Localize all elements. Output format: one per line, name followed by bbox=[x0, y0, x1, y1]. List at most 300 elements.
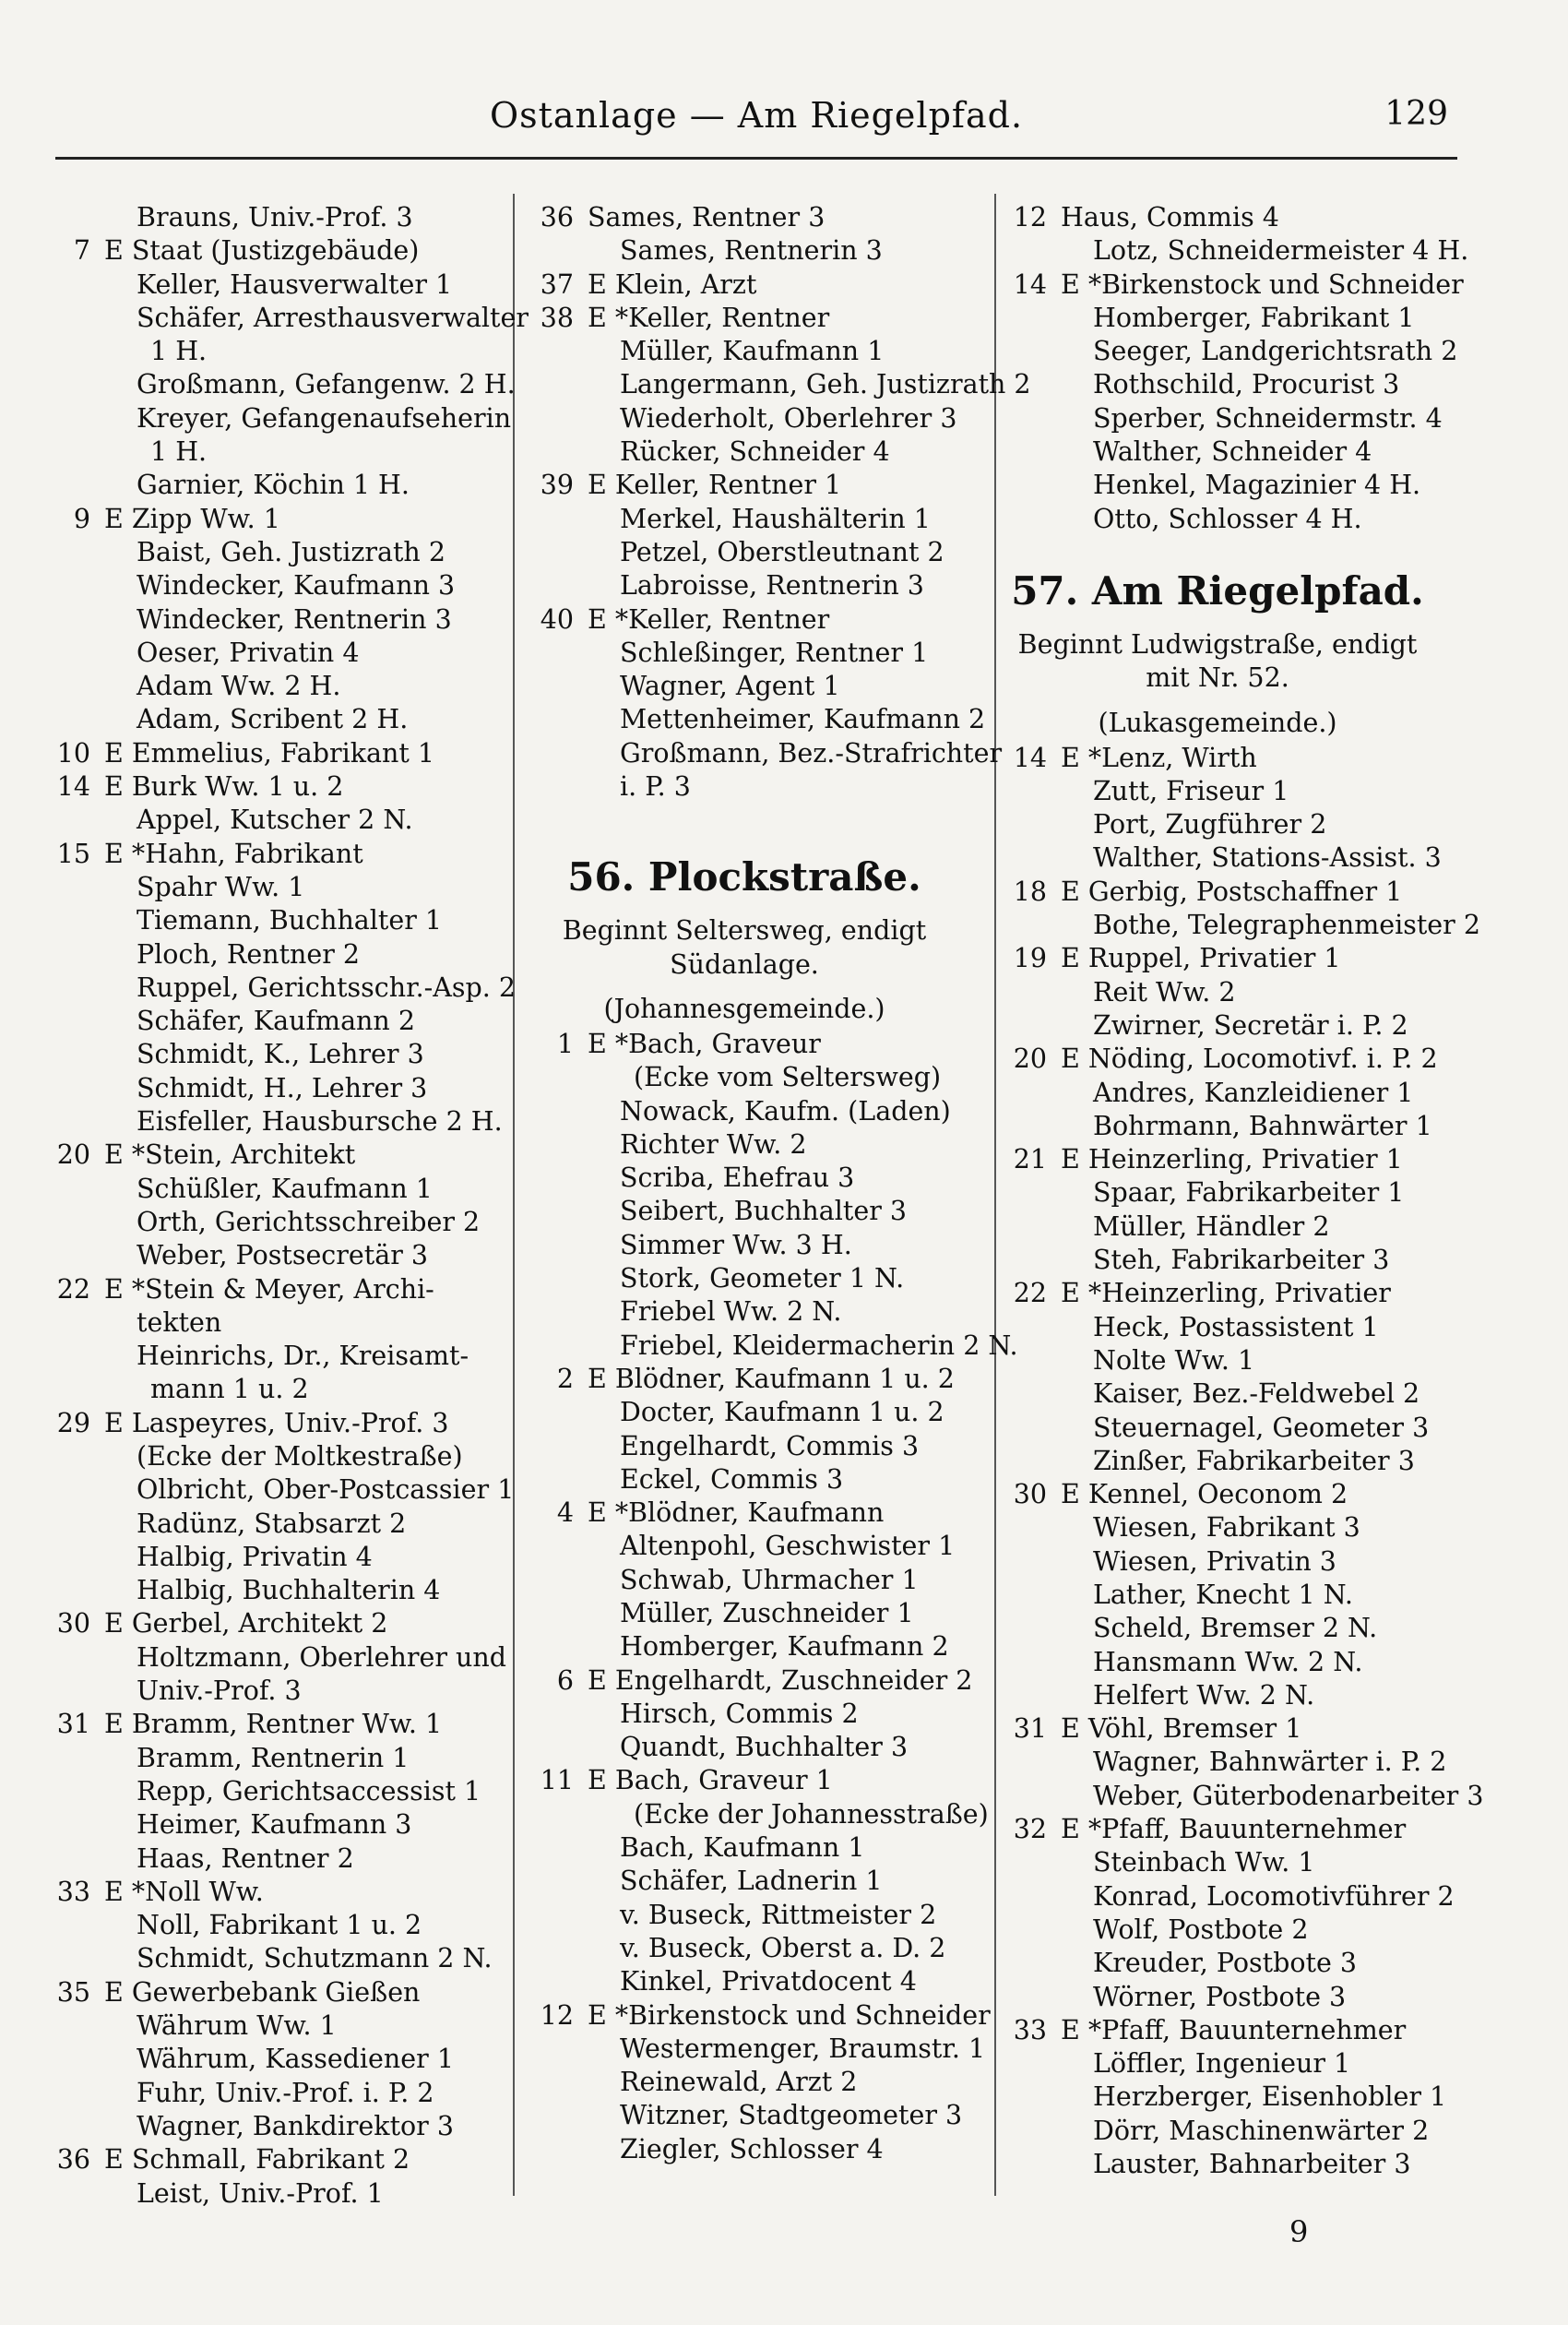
directory-entry bbox=[528, 670, 961, 703]
resident-text: E *Stein & Meyer, Archi- bbox=[104, 1273, 434, 1305]
directory-entry bbox=[528, 1899, 961, 1932]
directory-entry bbox=[44, 1942, 493, 1975]
resident-text: E Heinzerling, Privatier 1 bbox=[1061, 1144, 1403, 1175]
directory-entry bbox=[528, 368, 1031, 401]
resident-text: Seibert, Buchhalter 3 bbox=[620, 1196, 908, 1227]
resident-text: Scheld, Bremser 2 N. bbox=[1093, 1613, 1378, 1644]
directory-entry bbox=[44, 2043, 478, 2076]
resident-text: E *Lenz, Wirth bbox=[1061, 742, 1257, 773]
resident-text: E Schmall, Fabrikant 2 bbox=[104, 2144, 410, 2176]
directory-entry bbox=[44, 1842, 478, 1876]
directory-entry bbox=[1001, 1646, 1434, 1679]
house-number: 39 bbox=[540, 470, 574, 501]
directory-entry bbox=[528, 234, 961, 268]
parish-label: (Lukasgemeinde.) bbox=[1098, 707, 1337, 738]
resident-text: E Gerbig, Postschaffner 1 bbox=[1061, 876, 1403, 907]
resident-text: Windecker, Rentnerin 3 bbox=[137, 603, 452, 635]
directory-entry bbox=[44, 234, 478, 268]
directory-entry bbox=[44, 1239, 478, 1272]
resident-text: Halbig, Privatin 4 bbox=[137, 1541, 373, 1572]
resident-text: Währum, Kassediener 1 bbox=[137, 2044, 454, 2075]
resident-text: Orth, Gerichtsschreiber 2 bbox=[137, 1206, 481, 1237]
directory-entry bbox=[44, 1173, 478, 1206]
directory-entry bbox=[528, 1396, 961, 1429]
resident-text: E *Hahn, Fabrikant bbox=[104, 838, 363, 869]
directory-entry bbox=[528, 1061, 961, 1094]
house-number: 36 bbox=[56, 2144, 90, 2176]
column-1 bbox=[44, 201, 529, 2211]
column-3 bbox=[1001, 201, 1484, 2181]
resident-text: Labroisse, Rentnerin 3 bbox=[620, 570, 924, 602]
resident-text: Heinrichs, Dr., Kreisamt- bbox=[137, 1341, 469, 1372]
directory-entry bbox=[528, 469, 961, 502]
page-header bbox=[55, 88, 1457, 152]
resident-text: Fuhr, Univ.-Prof. i. P. 2 bbox=[137, 2077, 434, 2108]
resident-text: Henkel, Magazinier 4 H. bbox=[1093, 470, 1421, 501]
house-number: 14 bbox=[1013, 742, 1047, 773]
directory-entry bbox=[528, 1496, 961, 1530]
directory-entry bbox=[528, 1597, 961, 1630]
directory-entry bbox=[1001, 1110, 1434, 1143]
resident-text: Dörr, Maschinenwärter 2 bbox=[1093, 2115, 1430, 2146]
resident-text: E Staat (Justizgebäude) bbox=[104, 235, 420, 267]
directory-entry bbox=[1001, 976, 1434, 1009]
section-desc: Südanlage. bbox=[670, 948, 819, 980]
directory-entry bbox=[44, 1508, 478, 1541]
resident-text: Petzel, Oberstleutnant 2 bbox=[620, 536, 944, 567]
directory-entry bbox=[528, 1798, 989, 1831]
resident-text: Eckel, Commis 3 bbox=[620, 1463, 844, 1495]
directory-entry bbox=[1001, 302, 1434, 335]
directory-entry bbox=[44, 637, 478, 670]
resident-text: Zinßer, Fabrikarbeiter 3 bbox=[1093, 1445, 1415, 1476]
directory-entry bbox=[1001, 402, 1443, 435]
resident-text: Bothe, Telegraphenmeister 2 bbox=[1093, 910, 1480, 941]
resident-text: E Emmelius, Fabrikant 1 bbox=[104, 737, 434, 769]
resident-text: Schmidt, Schutzmann 2 N. bbox=[137, 1943, 493, 1974]
directory-entry bbox=[528, 1463, 961, 1496]
directory-entry bbox=[528, 2033, 986, 2066]
directory-entry bbox=[44, 1574, 478, 1607]
house-number: 29 bbox=[56, 1407, 90, 1438]
resident-text: Wagner, Bankdirektor 3 bbox=[137, 2110, 454, 2141]
directory-entry bbox=[528, 1865, 961, 1898]
resident-text: Wiesen, Privatin 3 bbox=[1093, 1545, 1336, 1577]
resident-text: 1 H. bbox=[150, 436, 208, 468]
directory-entry bbox=[1001, 1412, 1434, 1445]
resident-text: Holtzmann, Oberlehrer und bbox=[137, 1641, 507, 1673]
resident-text: Baist, Geh. Justizrath 2 bbox=[137, 536, 445, 567]
directory-entry bbox=[44, 1607, 478, 1640]
resident-text: E Gewerbebank Gießen bbox=[104, 1976, 421, 2008]
resident-text: Scriba, Ehefrau 3 bbox=[620, 1162, 855, 1194]
resident-text: Zwirner, Secretär i. P. 2 bbox=[1093, 1009, 1408, 1041]
directory-entry bbox=[44, 838, 478, 871]
resident-text: Wiesen, Fabrikant 3 bbox=[1093, 1512, 1360, 1544]
directory-entry bbox=[44, 904, 478, 937]
resident-text: Schüßler, Kaufmann 1 bbox=[137, 1173, 433, 1204]
directory-entry bbox=[1001, 1377, 1434, 1411]
house-number: 35 bbox=[56, 1976, 90, 2008]
directory-entry bbox=[44, 2110, 478, 2143]
directory-entry bbox=[1001, 201, 1434, 234]
directory-entry bbox=[528, 1162, 961, 1195]
resident-text: Adam, Scribent 2 H. bbox=[137, 704, 409, 735]
resident-text: E Blödner, Kaufmann 1 u. 2 bbox=[588, 1363, 955, 1394]
directory-entry bbox=[44, 603, 478, 637]
directory-entry bbox=[44, 1373, 478, 1406]
resident-text: Wörner, Postbote 3 bbox=[1093, 1981, 1347, 2012]
resident-text: Wagner, Bahnwärter i. P. 2 bbox=[1093, 1747, 1447, 1778]
house-number: 22 bbox=[56, 1273, 90, 1305]
directory-entry bbox=[44, 1541, 478, 1574]
house-number: 1 bbox=[556, 1028, 574, 1059]
resident-text: Schäfer, Ladnerin 1 bbox=[620, 1866, 883, 1897]
resident-text: Helfert Ww. 2 N. bbox=[1093, 1679, 1315, 1711]
directory-entry bbox=[44, 1775, 481, 1808]
directory-entry bbox=[528, 1965, 961, 1998]
house-number: 20 bbox=[56, 1139, 90, 1171]
directory-entry bbox=[528, 1195, 961, 1228]
directory-entry bbox=[44, 2009, 478, 2043]
resident-text: E *Blödner, Kaufmann bbox=[588, 1497, 885, 1529]
directory-entry bbox=[1001, 2081, 1447, 2114]
directory-entry bbox=[44, 302, 529, 335]
directory-entry bbox=[1001, 1143, 1434, 1176]
resident-text: E Bramm, Rentner Ww. 1 bbox=[104, 1709, 443, 1740]
directory-entry bbox=[1001, 1914, 1434, 1947]
resident-text: Mettenheimer, Kaufmann 2 bbox=[620, 704, 986, 735]
directory-entry bbox=[1001, 234, 1469, 268]
resident-text: Nowack, Kaufm. (Laden) bbox=[620, 1095, 951, 1127]
house-number: 31 bbox=[1013, 1713, 1047, 1745]
spacer bbox=[1001, 536, 1434, 554]
resident-text: Seeger, Landgerichtsrath 2 bbox=[1093, 336, 1458, 367]
directory-entry bbox=[44, 1407, 478, 1440]
directory-entry bbox=[1001, 435, 1434, 469]
resident-text: Wiederholt, Oberlehrer 3 bbox=[620, 402, 957, 434]
section-desc: Beginnt Seltersweg, endigt bbox=[562, 915, 927, 947]
house-number: 11 bbox=[540, 1765, 574, 1796]
resident-text: Reinewald, Arzt 2 bbox=[620, 2067, 858, 2098]
house-number: 37 bbox=[540, 268, 574, 300]
directory-entry bbox=[44, 335, 478, 368]
resident-text: Eisfeller, Hausbursche 2 H. bbox=[137, 1106, 503, 1138]
directory-entry bbox=[44, 503, 478, 536]
resident-text: Oeser, Privatin 4 bbox=[137, 637, 360, 668]
resident-text: Engelhardt, Commis 3 bbox=[620, 1430, 920, 1461]
resident-text: E Bach, Graveur 1 bbox=[588, 1765, 833, 1796]
resident-text: Garnier, Köchin 1 H. bbox=[137, 470, 410, 501]
directory-entry bbox=[528, 1363, 961, 1396]
directory-entry bbox=[1001, 1846, 1434, 1879]
resident-text: Ziegler, Schlosser 4 bbox=[620, 2133, 884, 2164]
directory-entry bbox=[44, 268, 478, 302]
resident-text: Univ.-Prof. 3 bbox=[137, 1675, 302, 1707]
directory-entry bbox=[44, 1742, 478, 1775]
directory-entry bbox=[528, 1664, 973, 1698]
directory-entry bbox=[44, 1139, 478, 1172]
resident-text: Nolte Ww. 1 bbox=[1093, 1344, 1255, 1376]
directory-entry bbox=[44, 871, 478, 904]
directory-entry bbox=[1001, 876, 1434, 909]
resident-text: (Ecke der Moltkestraße) bbox=[137, 1440, 463, 1472]
resident-text: Radünz, Stabsarzt 2 bbox=[137, 1508, 407, 1539]
resident-text: E Keller, Rentner 1 bbox=[588, 470, 842, 501]
resident-text: Schäfer, Arresthausverwalter bbox=[137, 302, 529, 333]
resident-text: Bramm, Rentnerin 1 bbox=[137, 1742, 410, 1773]
resident-text: Tiemann, Buchhalter 1 bbox=[137, 905, 443, 936]
resident-text: Port, Zugführer 2 bbox=[1093, 809, 1327, 841]
resident-text: Westermenger, Braumstr. 1 bbox=[620, 2033, 986, 2064]
directory-entry bbox=[44, 569, 478, 602]
directory-entry bbox=[1001, 1344, 1434, 1377]
directory-entry bbox=[1001, 1780, 1484, 1813]
resident-text: v. Buseck, Oberst a. D. 2 bbox=[620, 1932, 946, 1963]
directory-entry bbox=[528, 1329, 1018, 1363]
resident-text: tekten bbox=[137, 1306, 222, 1338]
house-number: 22 bbox=[1013, 1278, 1047, 1309]
directory-entry bbox=[528, 603, 961, 637]
resident-text: Wagner, Agent 1 bbox=[620, 671, 840, 702]
directory-entry bbox=[528, 2066, 961, 2099]
directory-entry bbox=[44, 1005, 478, 1038]
resident-text: Kinkel, Privatdocent 4 bbox=[620, 1966, 917, 1997]
directory-entry bbox=[528, 268, 961, 302]
directory-entry bbox=[44, 1976, 478, 2009]
directory-entry bbox=[44, 1105, 503, 1139]
resident-text: Repp, Gerichtsaccessist 1 bbox=[137, 1775, 481, 1806]
resident-text: E Gerbel, Architekt 2 bbox=[104, 1608, 388, 1639]
resident-text: Weber, Postsecretär 3 bbox=[137, 1240, 429, 1271]
resident-text: Simmer Ww. 3 H. bbox=[620, 1229, 852, 1260]
house-number: 18 bbox=[1013, 876, 1047, 907]
resident-text: Haas, Rentner 2 bbox=[137, 1842, 354, 1874]
directory-entry bbox=[1001, 1712, 1434, 1746]
section-heading-57: 57. Am Riegelpfad. bbox=[1011, 567, 1424, 614]
resident-text: Spahr Ww. 1 bbox=[137, 871, 305, 902]
directory-entry bbox=[528, 1530, 961, 1563]
resident-text: 1 H. bbox=[150, 336, 208, 367]
resident-text: Schleßinger, Rentner 1 bbox=[620, 637, 929, 668]
directory-entry bbox=[1001, 1077, 1434, 1110]
resident-text: Ploch, Rentner 2 bbox=[137, 938, 361, 970]
resident-text: Weber, Güterbodenarbeiter 3 bbox=[1093, 1780, 1484, 1811]
resident-text: E Klein, Arzt bbox=[588, 268, 757, 300]
directory-entry bbox=[528, 1999, 991, 2033]
resident-text: E *Bach, Graveur bbox=[588, 1028, 821, 1059]
directory-entry bbox=[44, 2077, 478, 2110]
directory-entry bbox=[1001, 1545, 1434, 1579]
directory-entry bbox=[44, 1306, 478, 1340]
directory-entry bbox=[1001, 1880, 1455, 1914]
resident-text: E *Birkenstock und Schneider bbox=[588, 1999, 991, 2031]
resident-text: Leist, Univ.-Prof. 1 bbox=[137, 2177, 384, 2209]
resident-text: Andres, Kanzleidiener 1 bbox=[1093, 1077, 1414, 1108]
house-number: 36 bbox=[540, 202, 574, 232]
resident-text: Großmann, Gefangenw. 2 H. bbox=[137, 369, 516, 400]
resident-text: Homberger, Kaufmann 2 bbox=[620, 1631, 949, 1663]
resident-text: Quandt, Buchhalter 3 bbox=[620, 1732, 909, 1763]
directory-entry bbox=[528, 1731, 961, 1764]
resident-text: E Engelhardt, Zuschneider 2 bbox=[588, 1664, 973, 1696]
resident-text: Spaar, Fabrikarbeiter 1 bbox=[1093, 1177, 1405, 1209]
directory-entry bbox=[528, 737, 1003, 770]
directory-entry bbox=[44, 1273, 478, 1306]
directory-entry bbox=[1001, 1009, 1434, 1043]
resident-text: Sames, Rentnerin 3 bbox=[620, 235, 883, 267]
resident-text: Hirsch, Commis 2 bbox=[620, 1698, 859, 1729]
resident-text: Altenpohl, Geschwister 1 bbox=[620, 1531, 956, 1562]
resident-text: Merkel, Haushälterin 1 bbox=[620, 503, 931, 534]
house-number: 40 bbox=[540, 603, 574, 635]
resident-text: mann 1 u. 2 bbox=[150, 1374, 309, 1405]
section-desc: mit Nr. 52. bbox=[1146, 662, 1289, 694]
directory-entry bbox=[528, 569, 961, 602]
resident-text: Adam Ww. 2 H. bbox=[137, 671, 341, 702]
directory-entry bbox=[44, 402, 512, 435]
directory-entry bbox=[44, 1708, 478, 1741]
directory-entry bbox=[1001, 1511, 1434, 1544]
resident-text: Appel, Kutscher 2 N. bbox=[137, 805, 413, 836]
directory-entry bbox=[528, 1262, 961, 1295]
house-number: 14 bbox=[1013, 268, 1047, 300]
house-number: 30 bbox=[56, 1608, 90, 1639]
resident-text: E *Pfaff, Bauunternehmer bbox=[1061, 2014, 1407, 2045]
directory-entry bbox=[1001, 503, 1434, 536]
directory-entry bbox=[528, 2133, 961, 2166]
directory-entry bbox=[528, 335, 961, 368]
directory-entry bbox=[44, 1641, 507, 1675]
resident-text: Herzberger, Eisenhobler 1 bbox=[1093, 2081, 1447, 2113]
resident-text: Währum Ww. 1 bbox=[137, 2010, 337, 2042]
house-number: 38 bbox=[540, 302, 574, 333]
house-number: 19 bbox=[1013, 943, 1047, 974]
house-number: 14 bbox=[56, 771, 90, 803]
resident-text: Kreyer, Gefangenaufseherin bbox=[137, 402, 512, 434]
directory-entry bbox=[1001, 1612, 1434, 1645]
directory-entry bbox=[44, 469, 478, 502]
directory-entry bbox=[528, 2099, 961, 2132]
resident-text: Schmidt, K., Lehrer 3 bbox=[137, 1039, 424, 1070]
house-number: 4 bbox=[556, 1497, 574, 1529]
directory-entry bbox=[1001, 1981, 1434, 2014]
directory-entry bbox=[1001, 1679, 1434, 1712]
house-number: 9 bbox=[73, 503, 90, 534]
resident-text: E Zipp Ww. 1 bbox=[104, 503, 280, 534]
house-number: 32 bbox=[1013, 1814, 1047, 1845]
resident-text: Zutt, Friseur 1 bbox=[1093, 775, 1289, 806]
column-divider-2 bbox=[994, 194, 996, 2196]
directory-entry bbox=[44, 1909, 478, 1942]
resident-text: E *Pfaff, Bauunternehmer bbox=[1061, 1814, 1407, 1845]
directory-entry bbox=[1001, 1043, 1438, 1076]
resident-text: E *Heinzerling, Privatier bbox=[1061, 1278, 1391, 1309]
resident-text: Keller, Hausverwalter 1 bbox=[137, 268, 453, 300]
house-number: 31 bbox=[56, 1709, 90, 1740]
resident-text: E *Keller, Rentner bbox=[588, 302, 830, 333]
directory-entry bbox=[528, 1028, 961, 1061]
directory-entry bbox=[44, 1072, 478, 1105]
directory-entry bbox=[1001, 1445, 1434, 1478]
directory-entry bbox=[44, 368, 516, 401]
directory-entry bbox=[528, 536, 961, 569]
directory-entry bbox=[528, 703, 986, 736]
resident-text: Großmann, Bez.-Strafrichter bbox=[620, 737, 1003, 769]
house-number: 30 bbox=[1013, 1479, 1047, 1510]
resident-text: Steuernagel, Geometer 3 bbox=[1093, 1412, 1430, 1443]
directory-entry bbox=[528, 201, 961, 234]
resident-text: i. P. 3 bbox=[620, 771, 691, 803]
directory-entry bbox=[1001, 469, 1434, 502]
resident-text: E Laspeyres, Univ.-Prof. 3 bbox=[104, 1407, 449, 1438]
resident-text: Löffler, Ingenieur 1 bbox=[1093, 2048, 1351, 2080]
resident-text: Docter, Kaufmann 1 u. 2 bbox=[620, 1397, 944, 1428]
directory-entry bbox=[44, 770, 478, 804]
directory-entry bbox=[528, 1229, 961, 1262]
resident-text: Richter Ww. 2 bbox=[620, 1128, 807, 1160]
directory-entry bbox=[44, 201, 478, 234]
resident-text: Hansmann Ww. 2 N. bbox=[1093, 1646, 1363, 1677]
directory-entry bbox=[44, 938, 478, 972]
resident-text: Schwab, Uhrmacher 1 bbox=[620, 1564, 919, 1595]
resident-text: Lotz, Schneidermeister 4 H. bbox=[1093, 235, 1469, 267]
resident-text: Witzner, Stadtgeometer 3 bbox=[620, 2100, 963, 2131]
resident-text: Müller, Kaufmann 1 bbox=[620, 336, 885, 367]
house-number: 7 bbox=[73, 235, 90, 267]
directory-entry bbox=[44, 703, 478, 736]
resident-text: Sperber, Schneidermstr. 4 bbox=[1093, 402, 1443, 434]
resident-text: Heck, Postassistent 1 bbox=[1093, 1311, 1379, 1342]
directory-entry bbox=[1001, 1813, 1434, 1846]
directory-entry bbox=[1001, 1176, 1434, 1210]
resident-text: Rücker, Schneider 4 bbox=[620, 436, 890, 468]
resident-text: Brauns, Univ.-Prof. 3 bbox=[137, 202, 413, 232]
resident-text: Schäfer, Kaufmann 2 bbox=[137, 1006, 415, 1037]
column-divider-1 bbox=[513, 194, 515, 2196]
directory-entry bbox=[44, 1876, 478, 1909]
directory-entry bbox=[1001, 742, 1434, 775]
resident-text: Steinbach Ww. 1 bbox=[1093, 1847, 1315, 1878]
resident-text: E Kennel, Oeconom 2 bbox=[1061, 1479, 1348, 1510]
house-number: 2 bbox=[556, 1363, 574, 1394]
directory-entry bbox=[528, 1764, 961, 1797]
section-heading-56: 56. Plockstraße. bbox=[567, 854, 921, 900]
spacer bbox=[528, 804, 961, 841]
directory-entry bbox=[1001, 808, 1434, 841]
directory-entry bbox=[1001, 2115, 1434, 2148]
resident-text: (Ecke vom Seltersweg) bbox=[634, 1062, 942, 1093]
house-number: 21 bbox=[1013, 1144, 1047, 1175]
resident-text: Rothschild, Procurist 3 bbox=[1093, 369, 1400, 400]
resident-text: Konrad, Locomotivführer 2 bbox=[1093, 1880, 1455, 1912]
resident-text: Bohrmann, Bahnwärter 1 bbox=[1093, 1110, 1432, 1141]
resident-text: Steh, Fabrikarbeiter 3 bbox=[1093, 1245, 1390, 1276]
resident-text: Lauster, Bahnarbeiter 3 bbox=[1093, 2149, 1411, 2180]
directory-entry bbox=[1001, 909, 1480, 942]
resident-text: E *Noll Ww. bbox=[104, 1876, 264, 1907]
directory-entry bbox=[44, 1675, 478, 1708]
resident-text: Kreuder, Postbote 3 bbox=[1093, 1948, 1358, 1979]
resident-text: Walther, Schneider 4 bbox=[1093, 436, 1372, 468]
resident-text: E Nöding, Locomotivf. i. P. 2 bbox=[1061, 1043, 1438, 1075]
resident-text: Otto, Schlosser 4 H. bbox=[1093, 503, 1362, 534]
section-desc: Beginnt Ludwigstraße, endigt bbox=[1017, 628, 1418, 660]
signature-mark: 9 bbox=[1289, 2214, 1309, 2249]
directory-entry bbox=[1001, 368, 1434, 401]
directory-entry bbox=[528, 402, 961, 435]
resident-text: Wolf, Postbote 2 bbox=[1093, 1914, 1309, 1945]
